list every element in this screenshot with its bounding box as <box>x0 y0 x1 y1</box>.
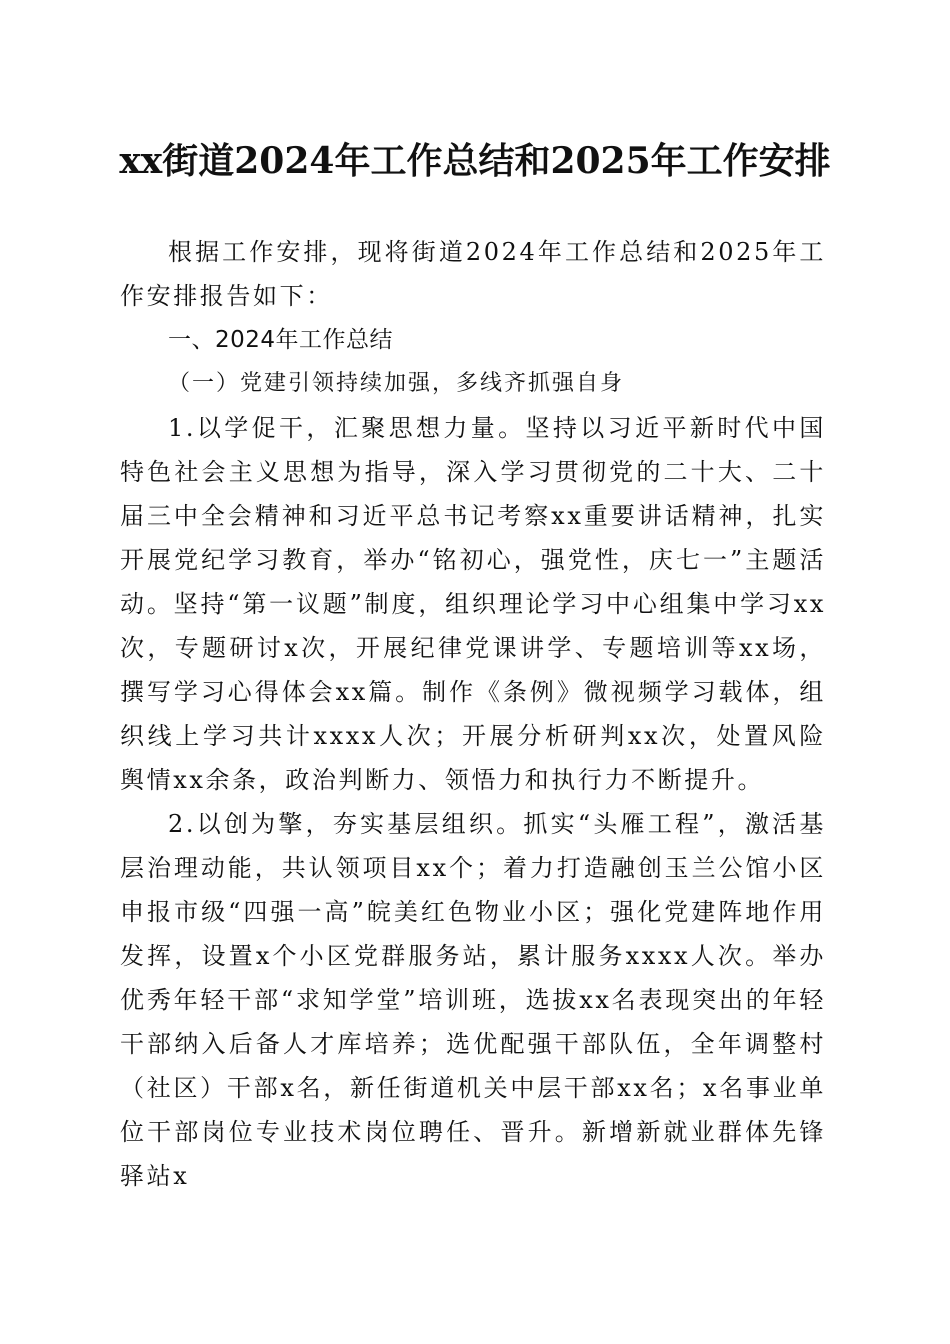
body-paragraph-1: 1.以学促干，汇聚思想力量。坚持以习近平新时代中国特色社会主义思想为指导，深入学习贯彻党的二十大、二十届三中全会精神和习近平总书记考察xx重要讲话精神，扎实开展党纪学习教育，举办“铭初心，强党性，庆七一”主题活动。坚持“第一议题”制度，组织理论学习中心组集中学习xx次，专题研讨x次，开展纪律党课讲学、专题培训等xx场，撰写学习心得体会xx篇。制作《条例》微视频学习载体，组织线上学习共计xxxx人次；开展分析研判xx次，处置风险舆情xx余条，政治判断力、领悟力和执行力不断提升。 <box>120 414 826 794</box>
document-title: xx街道2024年工作总结和2025年工作安排 <box>119 140 831 182</box>
subsection-heading: （一）党建引领持续加强，多线齐抓强自身 <box>168 371 625 396</box>
intro-paragraph: 根据工作安排，现将街道2024年工作总结和2025年工作安排报告如下： <box>120 238 826 310</box>
section-heading: 一、2024年工作总结 <box>168 327 394 353</box>
document-body <box>120 230 826 1198</box>
body-paragraph-2: 2.以创为擎，夯实基层组织。抓实“头雁工程”，激活基层治理动能，共认领项目xx个；着力打造融创玉兰公馆小区申报市级“四强一高”皖美红色物业小区；强化党建阵地作用发挥，设置x个小区党群服务站，累计服务xxxx人次。举办优秀年轻干部“求知学堂”培训班，选拔xx名表现突出的年轻干部纳入后备人才库培养；选优配强干部队伍，全年调整村（社区）干部x名，新任街道机关中层干部xx名；x名事业单位干部岗位专业技术岗位聘任、晋升。新增新就业群体先锋驿站x <box>120 810 826 1190</box>
